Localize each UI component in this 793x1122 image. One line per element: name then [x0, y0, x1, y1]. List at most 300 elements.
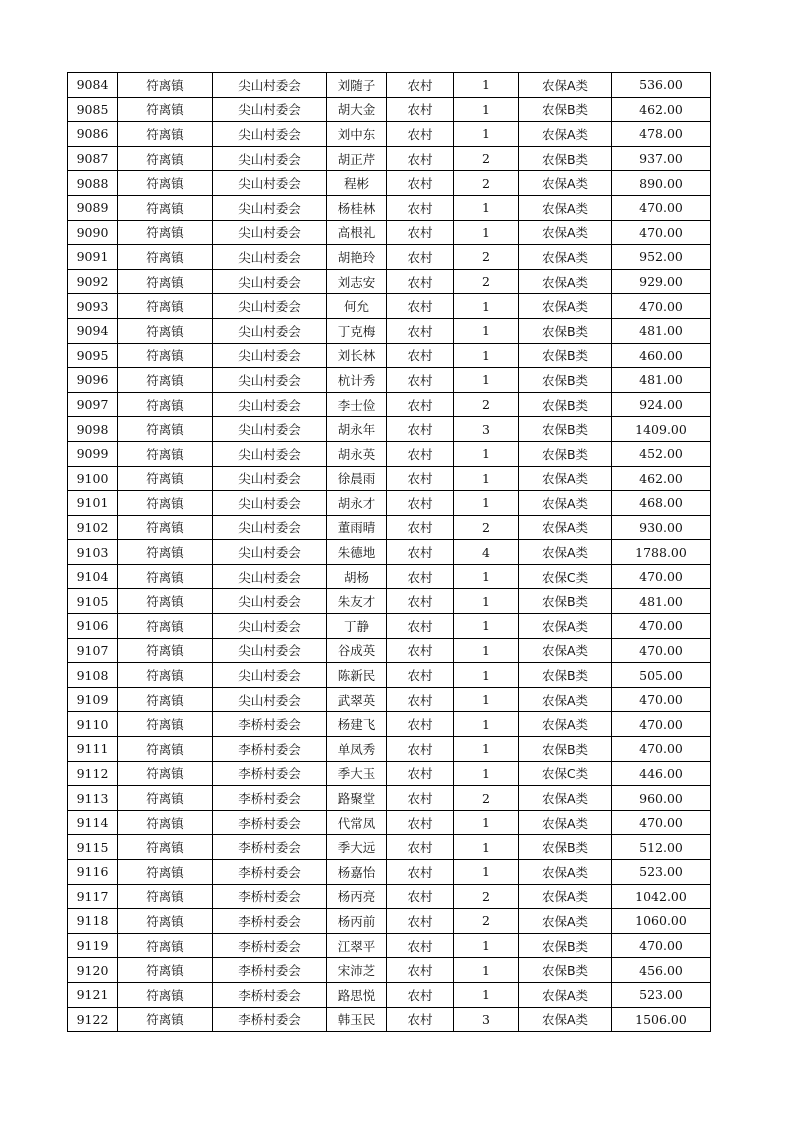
cell-name: 丁静 [327, 614, 387, 639]
table-row [68, 122, 711, 147]
cell-village: 尖山村委会 [213, 663, 327, 688]
cell-area: 农村 [387, 835, 454, 860]
cell-category: 农保A类 [519, 195, 612, 220]
cell-count: 2 [454, 884, 519, 909]
cell-category: 农保B类 [519, 835, 612, 860]
cell-area: 农村 [387, 515, 454, 540]
cell-id: 9107 [68, 638, 118, 663]
cell-name: 董雨晴 [327, 515, 387, 540]
cell-name: 路聚堂 [327, 786, 387, 811]
cell-count: 1 [454, 491, 519, 516]
cell-town: 符离镇 [118, 933, 213, 958]
cell-amount: 478.00 [612, 122, 711, 147]
cell-count: 1 [454, 564, 519, 589]
cell-amount: 470.00 [612, 294, 711, 319]
cell-count: 2 [454, 269, 519, 294]
cell-count: 1 [454, 663, 519, 688]
cell-amount: 470.00 [612, 687, 711, 712]
cell-village: 尖山村委会 [213, 564, 327, 589]
cell-name: 杨丙前 [327, 909, 387, 934]
cell-amount: 1060.00 [612, 909, 711, 934]
cell-village: 李桥村委会 [213, 860, 327, 885]
cell-village: 尖山村委会 [213, 515, 327, 540]
table-row [68, 343, 711, 368]
cell-count: 1 [454, 638, 519, 663]
table-row [68, 933, 711, 958]
cell-id: 9106 [68, 614, 118, 639]
cell-village: 李桥村委会 [213, 712, 327, 737]
cell-area: 农村 [387, 417, 454, 442]
table-row [68, 195, 711, 220]
cell-category: 农保A类 [519, 540, 612, 565]
table-row [68, 392, 711, 417]
cell-village: 尖山村委会 [213, 417, 327, 442]
cell-category: 农保A类 [519, 466, 612, 491]
cell-area: 农村 [387, 245, 454, 270]
cell-category: 农保B类 [519, 146, 612, 171]
cell-area: 农村 [387, 786, 454, 811]
cell-village: 尖山村委会 [213, 491, 327, 516]
cell-area: 农村 [387, 638, 454, 663]
cell-amount: 462.00 [612, 97, 711, 122]
cell-count: 1 [454, 441, 519, 466]
cell-town: 符离镇 [118, 269, 213, 294]
cell-amount: 470.00 [612, 737, 711, 762]
cell-town: 符离镇 [118, 73, 213, 98]
cell-village: 李桥村委会 [213, 810, 327, 835]
cell-category: 农保B类 [519, 441, 612, 466]
cell-count: 1 [454, 933, 519, 958]
cell-id: 9098 [68, 417, 118, 442]
table-row [68, 712, 711, 737]
cell-town: 符离镇 [118, 982, 213, 1007]
cell-category: 农保B类 [519, 368, 612, 393]
cell-village: 李桥村委会 [213, 1007, 327, 1032]
cell-area: 农村 [387, 909, 454, 934]
cell-id: 9118 [68, 909, 118, 934]
cell-name: 路思悦 [327, 982, 387, 1007]
cell-id: 9115 [68, 835, 118, 860]
cell-category: 农保A类 [519, 122, 612, 147]
cell-village: 李桥村委会 [213, 737, 327, 762]
cell-village: 尖山村委会 [213, 294, 327, 319]
cell-village: 尖山村委会 [213, 589, 327, 614]
cell-town: 符离镇 [118, 564, 213, 589]
cell-town: 符离镇 [118, 663, 213, 688]
cell-id: 9103 [68, 540, 118, 565]
cell-area: 农村 [387, 122, 454, 147]
cell-amount: 481.00 [612, 368, 711, 393]
cell-amount: 890.00 [612, 171, 711, 196]
table-row [68, 786, 711, 811]
cell-village: 尖山村委会 [213, 466, 327, 491]
cell-id: 9092 [68, 269, 118, 294]
cell-village: 李桥村委会 [213, 982, 327, 1007]
cell-category: 农保C类 [519, 761, 612, 786]
table-body [68, 73, 711, 1032]
cell-amount: 930.00 [612, 515, 711, 540]
cell-category: 农保B类 [519, 343, 612, 368]
cell-area: 农村 [387, 343, 454, 368]
cell-name: 朱友才 [327, 589, 387, 614]
cell-id: 9109 [68, 687, 118, 712]
cell-count: 1 [454, 761, 519, 786]
cell-count: 2 [454, 786, 519, 811]
cell-name: 刘随子 [327, 73, 387, 98]
table-row [68, 737, 711, 762]
cell-village: 李桥村委会 [213, 835, 327, 860]
table-row [68, 245, 711, 270]
cell-village: 尖山村委会 [213, 171, 327, 196]
cell-town: 符离镇 [118, 294, 213, 319]
cell-amount: 470.00 [612, 712, 711, 737]
cell-id: 9113 [68, 786, 118, 811]
table-row [68, 810, 711, 835]
cell-village: 李桥村委会 [213, 909, 327, 934]
cell-category: 农保B类 [519, 933, 612, 958]
cell-count: 3 [454, 1007, 519, 1032]
table-row [68, 982, 711, 1007]
cell-area: 农村 [387, 810, 454, 835]
cell-village: 李桥村委会 [213, 884, 327, 909]
cell-town: 符离镇 [118, 638, 213, 663]
cell-amount: 481.00 [612, 589, 711, 614]
cell-count: 1 [454, 97, 519, 122]
cell-category: 农保B类 [519, 663, 612, 688]
cell-village: 李桥村委会 [213, 933, 327, 958]
cell-town: 符离镇 [118, 835, 213, 860]
cell-area: 农村 [387, 97, 454, 122]
cell-town: 符离镇 [118, 589, 213, 614]
cell-category: 农保A类 [519, 786, 612, 811]
cell-area: 农村 [387, 737, 454, 762]
cell-id: 9112 [68, 761, 118, 786]
cell-name: 胡正芹 [327, 146, 387, 171]
cell-amount: 470.00 [612, 564, 711, 589]
cell-town: 符离镇 [118, 318, 213, 343]
cell-category: 农保B类 [519, 392, 612, 417]
cell-area: 农村 [387, 73, 454, 98]
cell-count: 1 [454, 343, 519, 368]
cell-area: 农村 [387, 318, 454, 343]
cell-village: 尖山村委会 [213, 269, 327, 294]
cell-id: 9104 [68, 564, 118, 589]
cell-name: 李士俭 [327, 392, 387, 417]
cell-amount: 470.00 [612, 220, 711, 245]
cell-area: 农村 [387, 294, 454, 319]
cell-name: 杨桂林 [327, 195, 387, 220]
cell-area: 农村 [387, 687, 454, 712]
cell-area: 农村 [387, 171, 454, 196]
table-row [68, 835, 711, 860]
cell-amount: 468.00 [612, 491, 711, 516]
cell-id: 9086 [68, 122, 118, 147]
cell-amount: 1042.00 [612, 884, 711, 909]
cell-category: 农保B类 [519, 97, 612, 122]
table-row [68, 638, 711, 663]
cell-town: 符离镇 [118, 761, 213, 786]
table-row [68, 860, 711, 885]
cell-area: 农村 [387, 712, 454, 737]
cell-town: 符离镇 [118, 195, 213, 220]
cell-id: 9091 [68, 245, 118, 270]
cell-amount: 481.00 [612, 318, 711, 343]
table-row [68, 958, 711, 983]
cell-town: 符离镇 [118, 122, 213, 147]
cell-town: 符离镇 [118, 810, 213, 835]
table-row [68, 884, 711, 909]
cell-village: 尖山村委会 [213, 687, 327, 712]
cell-amount: 470.00 [612, 638, 711, 663]
cell-village: 李桥村委会 [213, 786, 327, 811]
cell-amount: 536.00 [612, 73, 711, 98]
cell-area: 农村 [387, 146, 454, 171]
cell-count: 1 [454, 860, 519, 885]
table-row [68, 589, 711, 614]
cell-id: 9084 [68, 73, 118, 98]
cell-id: 9094 [68, 318, 118, 343]
table-row [68, 687, 711, 712]
cell-town: 符离镇 [118, 146, 213, 171]
cell-name: 代常凤 [327, 810, 387, 835]
cell-category: 农保A类 [519, 884, 612, 909]
cell-id: 9121 [68, 982, 118, 1007]
table-row [68, 761, 711, 786]
cell-id: 9085 [68, 97, 118, 122]
cell-id: 9096 [68, 368, 118, 393]
cell-amount: 1788.00 [612, 540, 711, 565]
cell-id: 9105 [68, 589, 118, 614]
cell-category: 农保B类 [519, 958, 612, 983]
cell-name: 刘中东 [327, 122, 387, 147]
cell-id: 9111 [68, 737, 118, 762]
cell-area: 农村 [387, 269, 454, 294]
cell-amount: 460.00 [612, 343, 711, 368]
cell-village: 尖山村委会 [213, 540, 327, 565]
cell-village: 尖山村委会 [213, 392, 327, 417]
cell-name: 何允 [327, 294, 387, 319]
cell-amount: 929.00 [612, 269, 711, 294]
cell-amount: 470.00 [612, 195, 711, 220]
cell-area: 农村 [387, 564, 454, 589]
cell-count: 1 [454, 318, 519, 343]
cell-area: 农村 [387, 761, 454, 786]
cell-village: 李桥村委会 [213, 761, 327, 786]
cell-amount: 1506.00 [612, 1007, 711, 1032]
cell-name: 胡杨 [327, 564, 387, 589]
table-row [68, 1007, 711, 1032]
cell-id: 9116 [68, 860, 118, 885]
cell-amount: 470.00 [612, 614, 711, 639]
table-row [68, 269, 711, 294]
cell-name: 胡永年 [327, 417, 387, 442]
cell-id: 9120 [68, 958, 118, 983]
cell-count: 2 [454, 245, 519, 270]
cell-id: 9093 [68, 294, 118, 319]
cell-town: 符离镇 [118, 737, 213, 762]
cell-area: 农村 [387, 195, 454, 220]
cell-amount: 523.00 [612, 982, 711, 1007]
table-row [68, 441, 711, 466]
cell-town: 符离镇 [118, 392, 213, 417]
cell-town: 符离镇 [118, 97, 213, 122]
cell-count: 1 [454, 958, 519, 983]
cell-amount: 462.00 [612, 466, 711, 491]
cell-count: 4 [454, 540, 519, 565]
table-row [68, 318, 711, 343]
cell-category: 农保B类 [519, 589, 612, 614]
table-row [68, 491, 711, 516]
cell-area: 农村 [387, 884, 454, 909]
cell-name: 胡艳玲 [327, 245, 387, 270]
cell-village: 尖山村委会 [213, 638, 327, 663]
cell-count: 1 [454, 737, 519, 762]
cell-village: 尖山村委会 [213, 318, 327, 343]
cell-count: 1 [454, 835, 519, 860]
cell-count: 1 [454, 589, 519, 614]
cell-id: 9108 [68, 663, 118, 688]
cell-town: 符离镇 [118, 245, 213, 270]
table-row [68, 171, 711, 196]
cell-town: 符离镇 [118, 417, 213, 442]
table-row [68, 368, 711, 393]
table-row [68, 564, 711, 589]
cell-town: 符离镇 [118, 171, 213, 196]
cell-name: 胡永才 [327, 491, 387, 516]
cell-id: 9117 [68, 884, 118, 909]
table-row [68, 294, 711, 319]
cell-category: 农保A类 [519, 1007, 612, 1032]
cell-category: 农保A类 [519, 245, 612, 270]
table-row [68, 97, 711, 122]
cell-amount: 1409.00 [612, 417, 711, 442]
cell-town: 符离镇 [118, 614, 213, 639]
cell-town: 符离镇 [118, 909, 213, 934]
cell-count: 2 [454, 146, 519, 171]
cell-count: 2 [454, 909, 519, 934]
table-row [68, 909, 711, 934]
cell-count: 1 [454, 368, 519, 393]
table-row [68, 614, 711, 639]
cell-town: 符离镇 [118, 491, 213, 516]
cell-count: 2 [454, 515, 519, 540]
cell-town: 符离镇 [118, 884, 213, 909]
cell-id: 9114 [68, 810, 118, 835]
cell-name: 高根礼 [327, 220, 387, 245]
cell-id: 9095 [68, 343, 118, 368]
table-row [68, 466, 711, 491]
table-row [68, 146, 711, 171]
cell-count: 2 [454, 171, 519, 196]
cell-category: 农保A类 [519, 909, 612, 934]
cell-amount: 523.00 [612, 860, 711, 885]
cell-amount: 456.00 [612, 958, 711, 983]
cell-town: 符离镇 [118, 712, 213, 737]
cell-village: 尖山村委会 [213, 441, 327, 466]
cell-id: 9119 [68, 933, 118, 958]
cell-town: 符离镇 [118, 687, 213, 712]
cell-category: 农保A类 [519, 638, 612, 663]
cell-name: 杨建飞 [327, 712, 387, 737]
cell-town: 符离镇 [118, 441, 213, 466]
cell-area: 农村 [387, 540, 454, 565]
cell-area: 农村 [387, 441, 454, 466]
cell-name: 胡大金 [327, 97, 387, 122]
cell-count: 3 [454, 417, 519, 442]
table-row [68, 73, 711, 98]
cell-amount: 470.00 [612, 933, 711, 958]
cell-town: 符离镇 [118, 220, 213, 245]
cell-category: 农保A类 [519, 269, 612, 294]
cell-area: 农村 [387, 933, 454, 958]
cell-area: 农村 [387, 982, 454, 1007]
cell-amount: 960.00 [612, 786, 711, 811]
cell-name: 刘长林 [327, 343, 387, 368]
table-row [68, 417, 711, 442]
cell-amount: 512.00 [612, 835, 711, 860]
cell-village: 尖山村委会 [213, 195, 327, 220]
cell-area: 农村 [387, 663, 454, 688]
cell-village: 尖山村委会 [213, 220, 327, 245]
cell-category: 农保A类 [519, 687, 612, 712]
table-row [68, 540, 711, 565]
cell-amount: 446.00 [612, 761, 711, 786]
cell-id: 9099 [68, 441, 118, 466]
cell-name: 武翠英 [327, 687, 387, 712]
cell-count: 1 [454, 712, 519, 737]
cell-category: 农保C类 [519, 564, 612, 589]
cell-area: 农村 [387, 614, 454, 639]
cell-name: 杨嘉怡 [327, 860, 387, 885]
cell-area: 农村 [387, 958, 454, 983]
cell-name: 季大玉 [327, 761, 387, 786]
cell-id: 9089 [68, 195, 118, 220]
cell-category: 农保A类 [519, 491, 612, 516]
cell-category: 农保A类 [519, 712, 612, 737]
cell-village: 尖山村委会 [213, 122, 327, 147]
cell-name: 徐晨雨 [327, 466, 387, 491]
cell-amount: 470.00 [612, 810, 711, 835]
cell-village: 尖山村委会 [213, 343, 327, 368]
cell-id: 9110 [68, 712, 118, 737]
cell-id: 9087 [68, 146, 118, 171]
cell-village: 尖山村委会 [213, 368, 327, 393]
cell-area: 农村 [387, 860, 454, 885]
cell-name: 韩玉民 [327, 1007, 387, 1032]
cell-name: 单凤秀 [327, 737, 387, 762]
cell-village: 尖山村委会 [213, 97, 327, 122]
cell-area: 农村 [387, 368, 454, 393]
cell-area: 农村 [387, 466, 454, 491]
cell-town: 符离镇 [118, 343, 213, 368]
cell-town: 符离镇 [118, 368, 213, 393]
cell-amount: 924.00 [612, 392, 711, 417]
cell-town: 符离镇 [118, 786, 213, 811]
cell-category: 农保A类 [519, 171, 612, 196]
cell-amount: 505.00 [612, 663, 711, 688]
cell-category: 农保A类 [519, 515, 612, 540]
cell-name: 杭计秀 [327, 368, 387, 393]
cell-count: 1 [454, 294, 519, 319]
cell-category: 农保A类 [519, 810, 612, 835]
cell-town: 符离镇 [118, 958, 213, 983]
cell-name: 季大远 [327, 835, 387, 860]
table-row [68, 220, 711, 245]
cell-category: 农保A类 [519, 982, 612, 1007]
cell-name: 宋沛芝 [327, 958, 387, 983]
cell-id: 9102 [68, 515, 118, 540]
cell-count: 1 [454, 810, 519, 835]
